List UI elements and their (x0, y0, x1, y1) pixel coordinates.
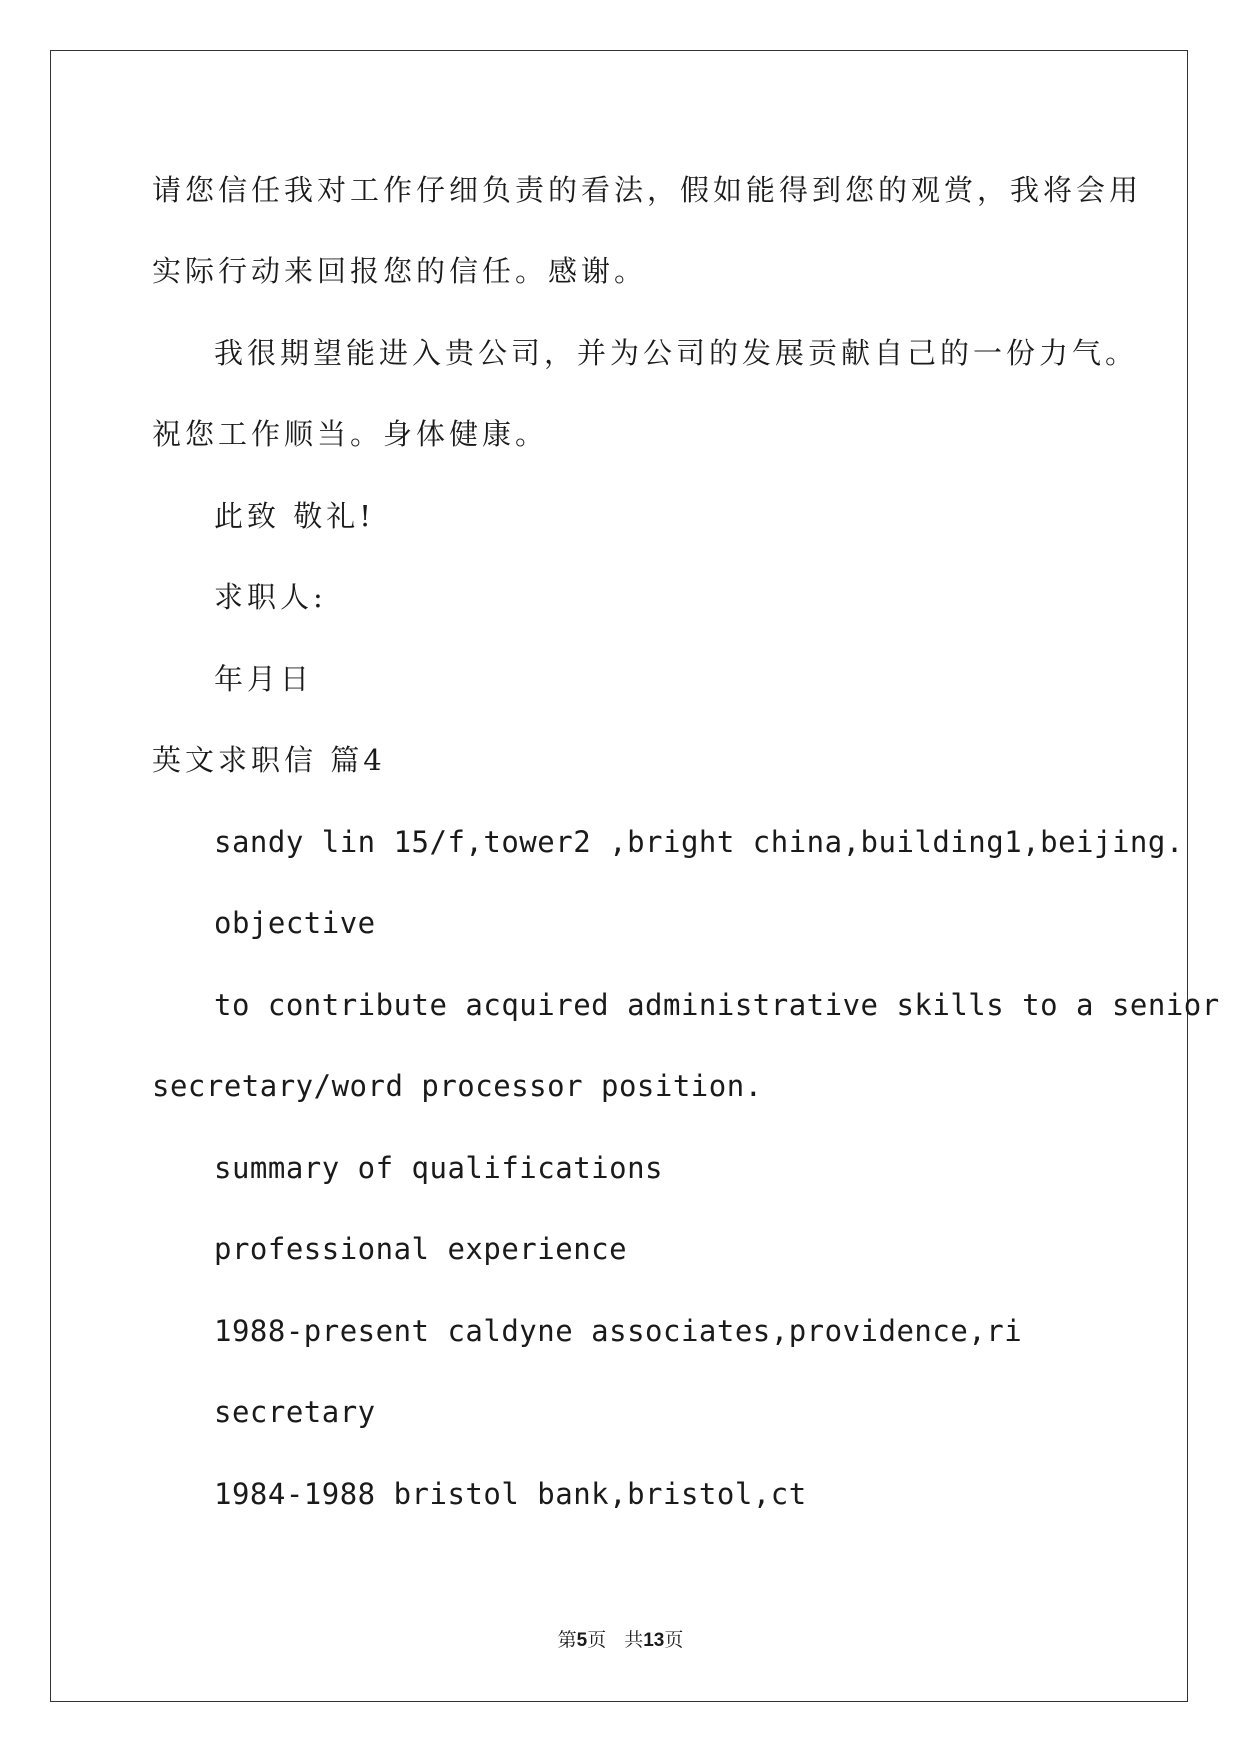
experience-entry-2: 1984-1988 bristol bank,bristol,ct (214, 1477, 807, 1511)
experience-heading: professional experience (214, 1232, 628, 1266)
total-suffix: 页 (664, 1630, 684, 1651)
address-line: sandy lin 15/f,tower2 ,bright china,building1,beijing. (214, 825, 1184, 859)
page-footer (0, 1625, 1241, 1652)
qualifications-heading: summary of qualifications (214, 1151, 663, 1185)
page-prefix: 第 (557, 1630, 577, 1651)
total-prefix: 共 (624, 1630, 644, 1651)
experience-title-1: secretary (214, 1395, 376, 1429)
closing-salutation: 此致 敬礼! (214, 499, 375, 533)
objective-heading: objective (214, 906, 376, 940)
paragraph-line-2: 实际行动来回报您的信任。感谢。 (152, 254, 648, 288)
page-number: 5 (576, 1630, 588, 1651)
paragraph-line-4: 祝您工作顺当。身体健康。 (152, 417, 549, 451)
objective-text-line-2: secretary/word processor position. (152, 1069, 763, 1103)
paragraph-line-3: 我很期望能进入贵公司，并为公司的发展贡献自己的一份力气。 (214, 336, 1139, 370)
applicant-label: 求职人: (214, 580, 327, 614)
paragraph-line-1: 请您信任我对工作仔细负责的看法，假如能得到您的观赏，我将会用 (152, 173, 1143, 207)
date-line: 年月日 (214, 662, 314, 696)
experience-entry-1: 1988-present caldyne associates,providence,ri (214, 1314, 1023, 1348)
objective-text-line-1: to contribute acquired administrative skills to a senior (214, 988, 1220, 1022)
page-suffix: 页 (587, 1630, 607, 1651)
total-pages: 13 (643, 1630, 665, 1651)
page-border (50, 50, 1188, 1702)
section-heading: 英文求职信 篇4 (152, 743, 386, 777)
